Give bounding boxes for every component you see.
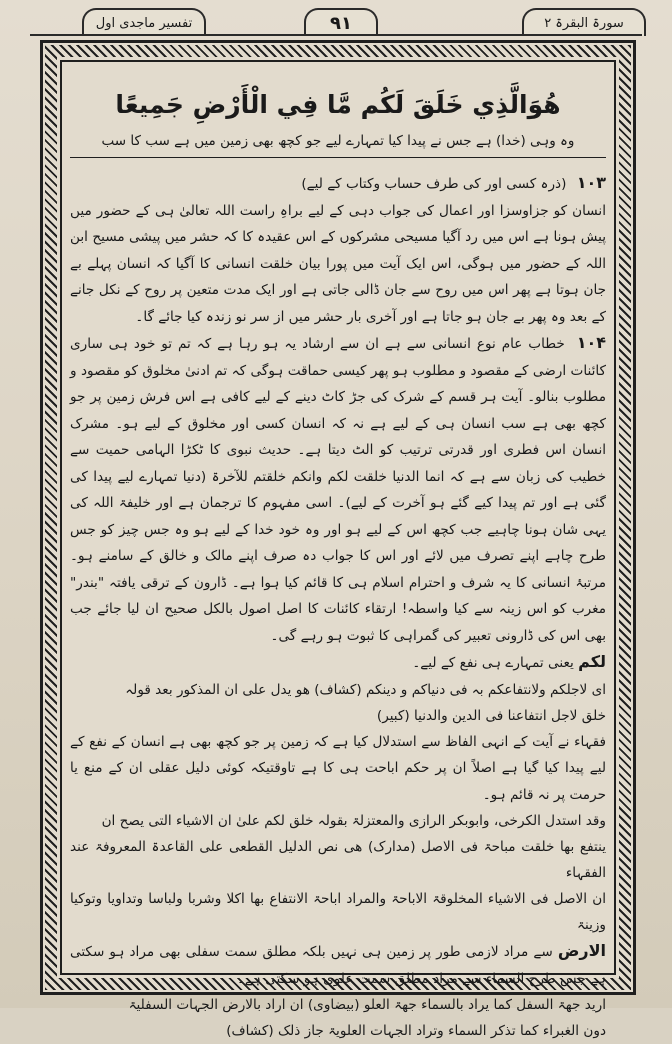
highlight-word: الارض <box>557 941 606 960</box>
note-text: یعنی تمہارے ہی نفع کے لیے۔ <box>412 655 574 671</box>
header-surah-tab <box>522 8 646 36</box>
note-paragraph <box>70 170 606 198</box>
arabic-quote-line: خلق لاجل انتفاعنا فی الدین والدنیا (کبیر) <box>376 707 606 724</box>
note-text: سے مراد لازمی طور پر زمین ہی نہیں بلکہ مطلق سمت سفلی بھی مراد ہو سکتی ہے جس طرح السماء سے مراد مطلق سمت علوی ہو سکتی ہے۔ <box>70 944 606 987</box>
page-number: ۹۱ <box>330 12 352 34</box>
note-text: انسان کو جزاوسزا اور اعمال کی جواب دہی کے لیے براہِ راست اللہ تعالیٰ ہی کے حضور میں پیش ہونا ہے اس میں رد آگیا مسیحی مشرکوں کے اس عقیدہ کا کہ حشر میں پیشی مسیح ابن اللہ کے حضور میں ہوگی، اس ایک آیت میں پورا بیان خلقت انسانی کا آگیا کہ انسان پہلے بے جان ہوتا ہے پھر اس میں روح سے جان ڈالی جاتی ہے اور ایک مدت متعین پر روح کے نکل جانے کے بعد وہ پھر بے جان ہو جاتا ہے اور آخری بار حشر میں از سر نو زندہ کیا جائے گا۔ <box>70 202 606 325</box>
note-paragraph <box>70 198 606 331</box>
arabic-quote-line: ان الاصل فی الاشیاء المخلوقۃ الاباحۃ والمراد اباحۃ الانتفاع بھا اکلا وشربا ولباسا وتداویا وتوکیا وزینۃ <box>70 891 606 933</box>
verse-translation: وہ وہی (خدا) ہے جس نے پیدا کیا تمہارے لیے جو کچھ بھی زمین میں ہے سب کا سب <box>70 131 606 158</box>
header-page-number-tab <box>304 8 378 36</box>
header-book-tab <box>82 8 206 36</box>
arabic-quote-line: ای لاجلکم ولانتفاعکم بہ فی دنیاکم و دینکم (کشاف) ھو یدل علی ان المذکور بعد قولہ <box>125 681 606 698</box>
arabic-quote-line: ارید جھۃ السفل کما یراد بالسماء جھۃ العلو (بیضاوی) ان اراد بالارض الجہات السفلیۃ <box>128 997 606 1013</box>
book-name: تفسیر ماجدی اول <box>95 15 193 31</box>
surah-name: سورۃ البقرۃ ۲ <box>544 15 624 31</box>
note-number: ۱۰۳ <box>576 173 606 192</box>
arabic-quote-line: دون الغبراء کما تذکر السماء وتراد الجہات العلویۃ جاز ذلک (کشاف) <box>226 1023 606 1039</box>
note-paragraph: فقہاء نے آیت کے انہی الفاظ سے استدلال کیا ہے کہ زمین پر جو کچھ بھی ہے انسان کے نفع کے لیے پیدا کیا گیا ہے اصلاً ان پر حکم اباحت ہی کا ہے تاوقتیکہ کوئی دلیل عقلی ان کے منع یا حرمت پر نہ قائم ہو۔ <box>70 733 606 803</box>
commentary-body <box>70 80 606 1039</box>
note-paragraph <box>70 649 606 677</box>
header-rule <box>30 34 642 36</box>
highlight-word: لکم <box>578 652 606 671</box>
arabic-quote-line: ینتفع بھا خلقت مباحۃ فی الاصل (مدارک) ھی نص الدلیل القطعی علی القاعدۃ المعروفۃ عند الفقہاء <box>70 839 606 881</box>
note-text: خطاب عام نوع انسانی سے ہے ان سے ارشاد یہ ہو رہا ہے کہ تم تو خود ہی ساری کائنات ارضی کے مقصود و مطلوب ہو پھر کیسی حماقت ہوگی کہ تم ادنیٰ مخلوق کو مقصود و مطلوب بنالو۔ آیت ہر قسم کے شرک کی جڑ کاٹ دینے کے لیے کافی ہے اس فرش زمین پر جو کچھ بھی ہے سب انسان ہی کے لیے ہے نہ کہ انسان کسی اور مخلوق کے لیے ہو۔ مشرک انسان اس فطری اور قدرتی ترتیب کو الٹ دیتا ہے۔ حدیث نبوی کا ٹکڑا الہامی حمیت سے خطیب کی زبان سے ہے کہ انما الدنیا خلقت لکم وانکم خلقتم للآخرۃ (دنیا تمہارے لیے پیدا کی گئی ہے اور تم پیدا کیے گئے ہو آخرت کے لیے)۔ اسی مفہوم کا ترجمان ہے اور خلیفۃ اللہ کی یہی شان ہونا چاہیے جب کچھ اس کے لیے ہو اور وہ خود خدا کے لیے ہو وہ جس چیز کو جس طرح چاہے اپنے تصرف میں لائے اور اس کا جواب دہ صرف اپنے مالک و خالق کے سامنے ہو۔ مرتبۂ انسانی کا یہ شرف و احترام اسلام ہی کا قائم کیا ہوا ہے۔ ڈارون کے ترقی یافتہ "بندر" مغرب کو اس زینہ سے کیا واسطہ! ارتقاء کائنات کا اصل اصول بالکل صحیح ان لیا جائے جب بھی اس کی ڈارونی تعبیر کی گمراہی کا ثبوت ہو رہے گی۔ <box>70 336 606 644</box>
verse-title: هُوَالَّذِي خَلَقَ لَكُم مَّا فِي الْأَرْضِ جَمِيعًا <box>115 90 561 119</box>
note-paragraph <box>70 330 606 649</box>
arabic-quote-line: وقد استدل الکرخی، وابوبکر الرازی والمعتزلۃ بقولہ خلق لکم علیٰ ان الاشیاء التی یصح ان <box>101 813 606 829</box>
note-number: ۱۰۴ <box>576 333 606 352</box>
note-text: (ذرہ کسی اور کی طرف حساب وکتاب کے لیے) <box>301 176 567 192</box>
note-paragraph <box>70 938 606 992</box>
